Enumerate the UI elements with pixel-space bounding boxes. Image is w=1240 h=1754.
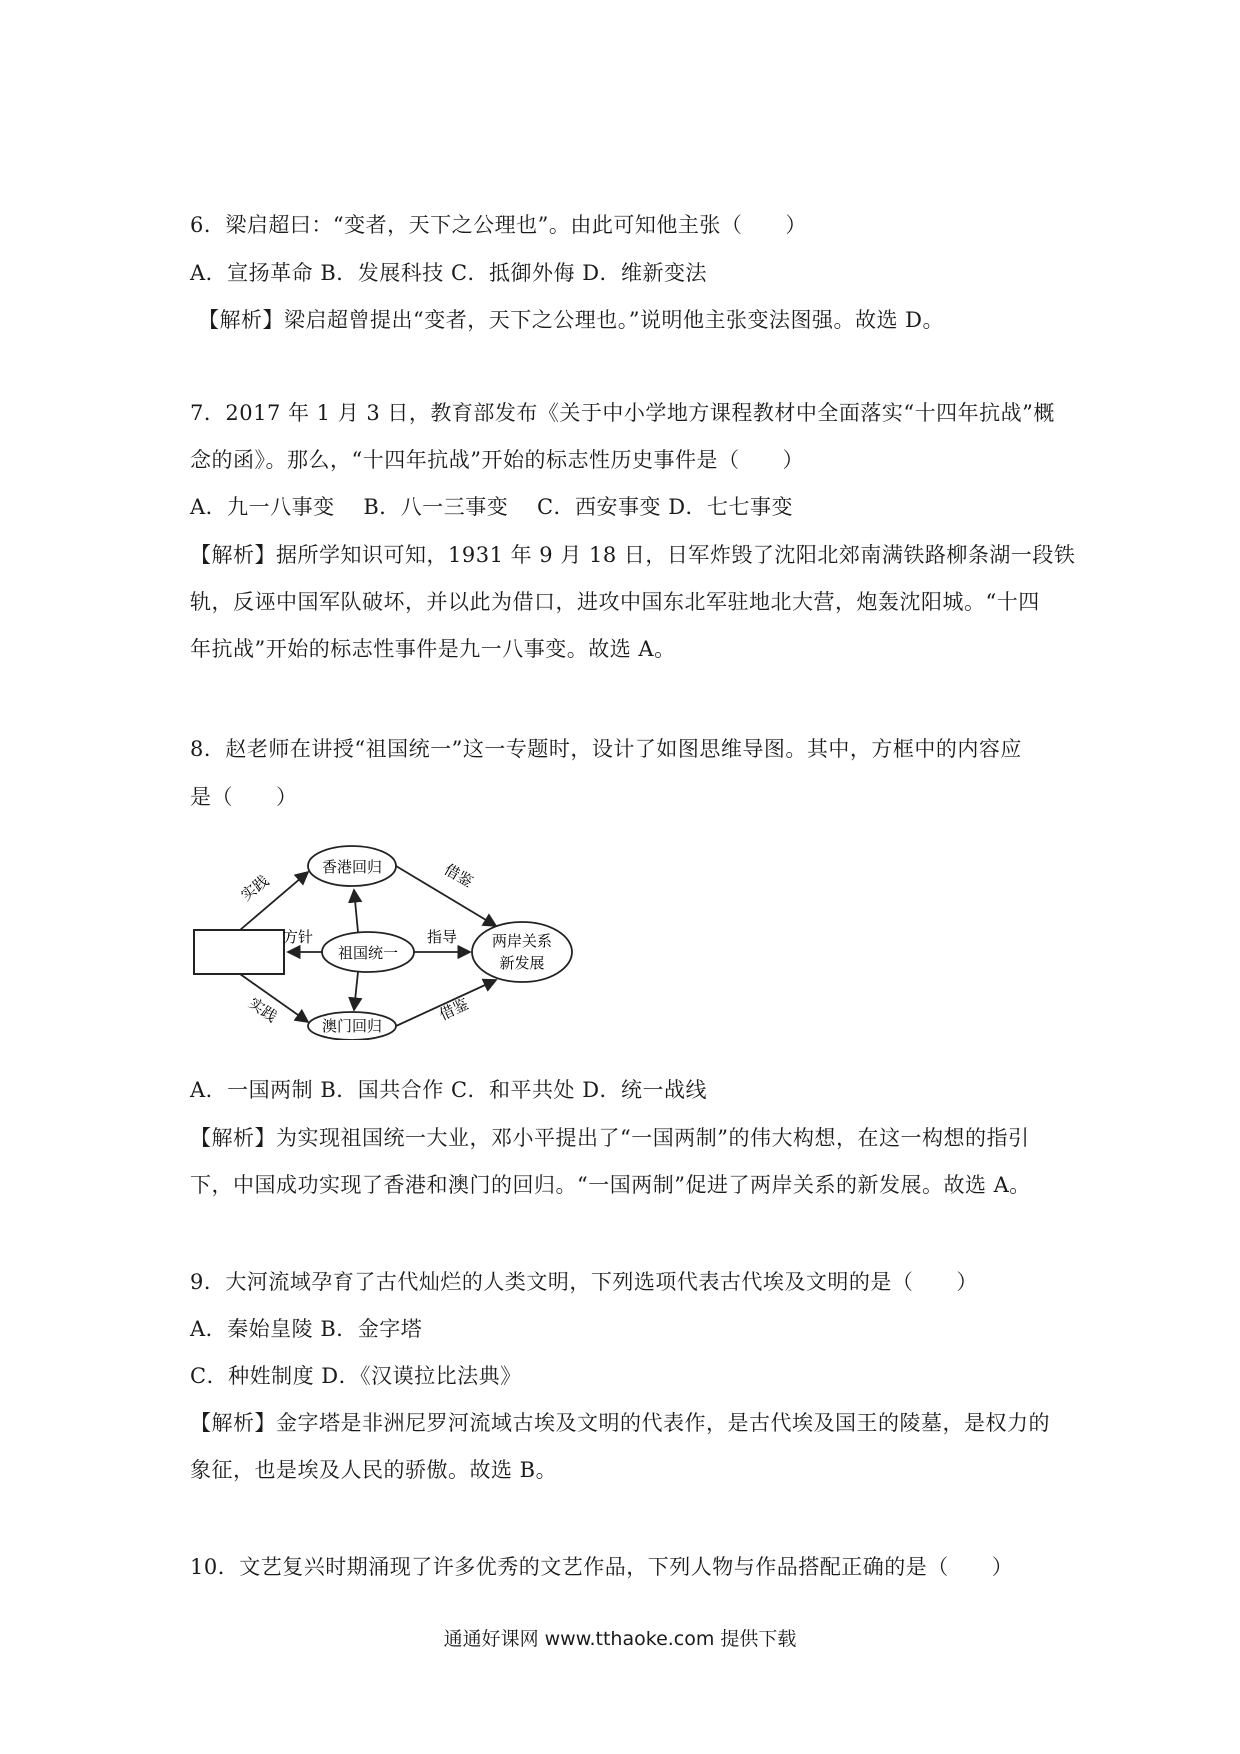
edge-label-top-right: 借鉴 <box>441 860 476 891</box>
center-node-label: 祖国统一 <box>337 944 399 962</box>
answer-box <box>194 930 284 974</box>
q9-analysis-line1: 【解析】金字塔是非洲尼罗河流域古埃及文明的代表作，是古代埃及国王的陵墓，是权力的 <box>190 1411 1050 1435</box>
bottom-node-label: 澳门回归 <box>321 1017 383 1035</box>
q7-options: A．九一八事变 B．八一三事变 C．西安事变 D．七七事变 <box>190 495 794 519</box>
mind-map-diagram <box>190 830 590 1040</box>
q9-analysis-line2: 象征，也是埃及人民的骄傲。故选 B。 <box>190 1458 558 1482</box>
page-footer: 通通好课网 www.tthaoke.com 提供下载 <box>443 1628 797 1650</box>
q9-options-line1: A．秦始皇陵 B．金字塔 <box>190 1317 423 1341</box>
edge-label-bottom-right: 借鉴 <box>436 994 472 1024</box>
q7-analysis-line2: 轨，反诬中国军队破坏，并以此为借口，进攻中国东北军驻地北大营，炮轰沈阳城。“十四 <box>190 590 1040 614</box>
q7-stem-line2: 念的函》。那么，“十四年抗战”开始的标志性历史事件是（ ） <box>190 448 804 472</box>
edge-label-left: 方针 <box>282 928 314 946</box>
arrow-center-to-bottom <box>354 972 358 1010</box>
q7-stem-line1: 7．2017 年 1 月 3 日，教育部发布《关于中小学地方课程教材中全面落实“十四年抗战”概 <box>190 401 1055 425</box>
q7-analysis-line1: 【解析】据所学知识可知，1931 年 9 月 18 日，日军炸毁了沈阳北郊南满铁路柳条湖一段铁 <box>190 543 1076 567</box>
right-node-label-line1: 两岸关系 <box>491 932 553 950</box>
q8-stem-line2: 是（ ） <box>190 785 298 809</box>
q9-options-line2: C．种姓制度 D．《汉谟拉比法典》 <box>190 1364 522 1388</box>
q6-options: A．宣扬革命 B．发展科技 C．抵御外侮 D．维新变法 <box>190 261 708 285</box>
edge-label-bottom-left: 实践 <box>245 993 281 1026</box>
q6-stem: 6．梁启超曰：“变者，天下之公理也”。由此可知他主张（ ） <box>190 213 807 237</box>
edge-label-right: 指导 <box>426 928 458 946</box>
q7-analysis-line3: 年抗战”开始的标志性事件是九一八事变。故选 A。 <box>190 637 676 661</box>
q8-options: A．一国两制 B．国共合作 C．和平共处 D．统一战线 <box>190 1078 708 1102</box>
edge-label-top-left: 实践 <box>237 871 273 905</box>
right-node-label-line2: 新发展 <box>499 954 545 972</box>
q8-analysis-line1: 【解析】为实现祖国统一大业，邓小平提出了“一国两制”的伟大构想，在这一构想的指引 <box>190 1126 1030 1150</box>
top-node-label: 香港回归 <box>321 858 383 876</box>
arrow-center-to-top <box>354 890 358 932</box>
q8-analysis-line2: 下，中国成功实现了香港和澳门的回归。“一国两制”促进了两岸关系的新发展。故选 A。 <box>190 1173 1031 1197</box>
q10-stem: 10．文艺复兴时期涌现了许多优秀的文艺作品，下列人物与作品搭配正确的是（ ） <box>190 1555 1014 1579</box>
right-node <box>472 922 572 982</box>
q8-stem-line1: 8．赵老师在讲授“祖国统一”这一专题时，设计了如图思维导图。其中，方框中的内容应 <box>190 737 1022 761</box>
q9-stem: 9．大河流域孕育了古代灿烂的人类文明，下列选项代表古代埃及文明的是（ ） <box>190 1270 978 1294</box>
q6-analysis: 【解析】梁启超曾提出“变者，天下之公理也。”说明他主张变法图强。故选 D。 <box>198 308 944 332</box>
